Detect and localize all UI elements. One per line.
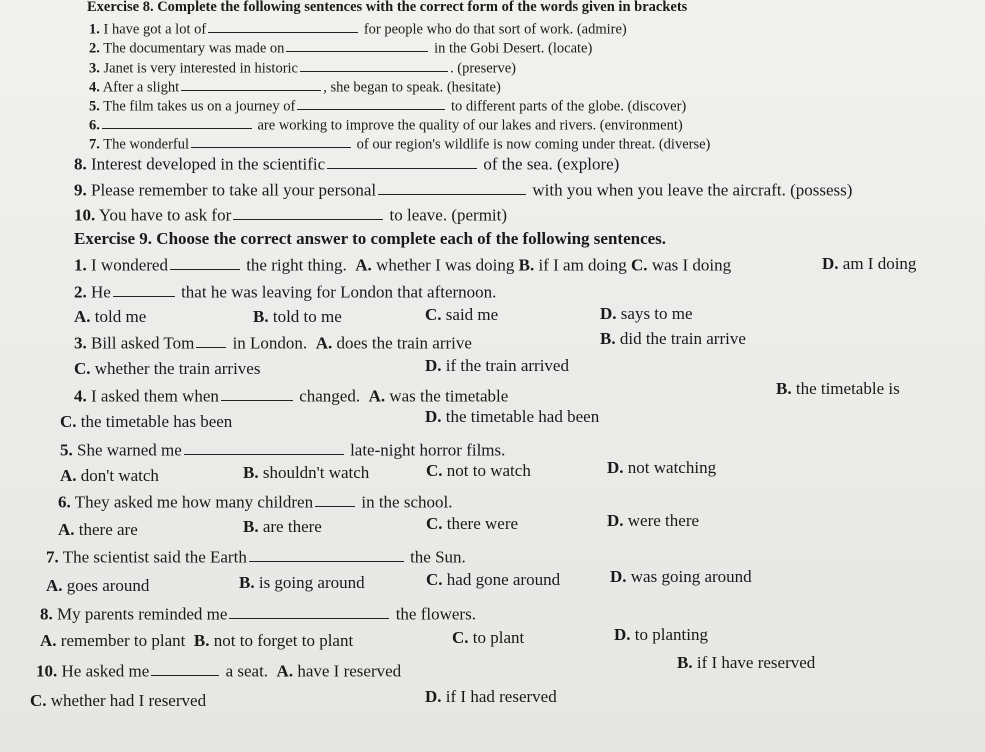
option-b[interactable]: B. are there xyxy=(243,517,322,536)
question-text-after: changed. xyxy=(299,386,361,406)
question-text-after: the right thing. xyxy=(246,255,347,275)
ex8-item-1 xyxy=(89,20,627,37)
answer-blank[interactable] xyxy=(378,180,526,195)
ex9-question-8 xyxy=(40,604,476,622)
ex9-question-10 xyxy=(36,661,401,679)
item-text-after: to leave. (permit) xyxy=(389,205,508,225)
question-number: 10. xyxy=(36,661,58,681)
ex9-question-6 xyxy=(58,492,453,510)
ex8-item-4 xyxy=(89,78,501,95)
item-number: 8. xyxy=(74,154,87,174)
answer-blank[interactable] xyxy=(191,135,351,148)
question-text-after: that he was leaving for London that afternoon. xyxy=(181,282,497,302)
item-number: 6. xyxy=(89,117,100,134)
answer-blank[interactable] xyxy=(300,59,448,72)
option-d[interactable]: D. if I had reserved xyxy=(425,687,557,706)
item-text-after: are working to improve the quality of our lakes and rivers. (environment) xyxy=(257,117,683,134)
answer-blank[interactable] xyxy=(181,78,321,91)
item-text-before: After a slight xyxy=(102,79,180,96)
option-a[interactable]: A. whether I was doing xyxy=(355,255,515,275)
question-number: 3. xyxy=(74,333,87,353)
question-number: 8. xyxy=(40,604,53,624)
answer-blank[interactable] xyxy=(315,492,355,507)
question-text-after: the flowers. xyxy=(395,604,476,624)
ex9-question-2 xyxy=(74,282,496,300)
option-c[interactable]: C. had gone around xyxy=(426,570,561,589)
question-text-before: He asked me xyxy=(61,661,150,681)
question-text-before: I wondered xyxy=(91,255,168,275)
option-d[interactable]: D. says to me xyxy=(600,304,693,323)
option-b[interactable]: B. shouldn't watch xyxy=(243,463,370,482)
question-number: 2. xyxy=(74,282,87,302)
question-text-after: late-night horror films. xyxy=(350,440,506,460)
answer-blank[interactable] xyxy=(221,386,293,401)
question-text-before: I asked them when xyxy=(91,386,219,406)
question-text-before: They asked me how many children xyxy=(74,492,314,512)
item-text-before: Janet is very interested in historic xyxy=(103,60,298,77)
item-text-after: with you when you leave the aircraft. (possess) xyxy=(532,180,853,200)
question-number: 6. xyxy=(58,492,71,512)
question-text-before: Bill asked Tom xyxy=(91,333,195,353)
option-d[interactable]: D. were there xyxy=(607,511,700,530)
question-number: 4. xyxy=(74,386,87,406)
answer-blank[interactable] xyxy=(297,97,445,110)
ex8-item-7 xyxy=(89,135,710,152)
answer-blank[interactable] xyxy=(249,547,404,562)
item-text-after: in the Gobi Desert. (locate) xyxy=(434,40,593,57)
option-c[interactable]: C. there were xyxy=(426,514,519,533)
option-d[interactable]: D. the timetable had been xyxy=(425,407,600,426)
option-a[interactable]: A. does the train arrive xyxy=(315,333,472,353)
question-text-after: a seat. xyxy=(225,661,269,681)
ex9-question-8-options xyxy=(40,632,353,649)
question-text-before: The scientist said the Earth xyxy=(62,547,247,567)
option-d[interactable]: D. if the train arrived xyxy=(425,356,569,375)
ex8-item-10 xyxy=(74,205,507,223)
question-text-after: in London. xyxy=(232,333,308,353)
option-c[interactable]: C. not to watch xyxy=(426,461,531,480)
item-text-after: , she began to speak. (hesitate) xyxy=(323,79,501,96)
item-number: 1. xyxy=(89,21,100,38)
option-a[interactable]: A. remember to plant xyxy=(40,631,186,650)
exercise-8-title: Exercise 8. Complete the following sentences with the correct form of the words given in brackets xyxy=(87,0,688,15)
answer-blank[interactable] xyxy=(233,205,383,220)
option-b[interactable]: B. not to forget to plant xyxy=(193,631,354,650)
option-b[interactable]: B. if I have reserved xyxy=(677,653,816,672)
answer-blank[interactable] xyxy=(184,440,344,455)
option-c[interactable]: C. to plant xyxy=(452,628,525,647)
answer-blank[interactable] xyxy=(229,604,389,619)
question-number: 7. xyxy=(46,547,59,567)
answer-blank[interactable] xyxy=(151,661,219,676)
item-number: 5. xyxy=(89,98,100,115)
item-text-after: of our region's wildlife is now coming under threat. (diverse) xyxy=(356,136,711,153)
option-a[interactable]: A. was the timetable xyxy=(368,386,509,406)
option-a[interactable]: A. there are xyxy=(58,520,138,539)
answer-blank[interactable] xyxy=(113,282,175,297)
question-number: 5. xyxy=(60,440,73,460)
question-text-after: the Sun. xyxy=(410,547,466,567)
option-d[interactable]: D. was going around xyxy=(610,567,752,586)
item-text-before: You have to ask for xyxy=(98,205,232,225)
option-d[interactable]: D. am I doing xyxy=(822,254,917,273)
ex9-question-3 xyxy=(74,333,472,351)
option-b[interactable]: B. the timetable is xyxy=(776,379,900,398)
question-text-before: She warned me xyxy=(77,440,182,460)
item-text-before: Please remember to take all your personal xyxy=(91,180,377,200)
option-c[interactable]: C. whether had I reserved xyxy=(30,691,207,710)
option-c[interactable]: C. was I doing xyxy=(631,255,732,275)
answer-blank[interactable] xyxy=(170,255,240,270)
question-text-before: He xyxy=(91,282,111,302)
option-d[interactable]: D. not watching xyxy=(607,458,717,477)
item-number: 7. xyxy=(89,136,100,153)
item-number: 4. xyxy=(89,79,100,96)
option-d[interactable]: D. to planting xyxy=(614,625,708,644)
item-text-before: The documentary was made on xyxy=(103,40,285,57)
option-a[interactable]: A. don't watch xyxy=(60,466,159,485)
item-number: 10. xyxy=(74,205,96,225)
option-b[interactable]: B. if I am doing xyxy=(518,255,627,275)
item-text-before: I have got a lot of xyxy=(103,21,207,38)
ex8-item-9 xyxy=(74,180,852,198)
item-text-after: of the sea. (explore) xyxy=(483,154,620,174)
item-number: 9. xyxy=(74,180,87,200)
option-c[interactable]: C. the timetable has been xyxy=(60,412,233,431)
answer-blank[interactable] xyxy=(286,39,428,52)
ex8-item-8 xyxy=(74,154,619,172)
ex8-item-2 xyxy=(89,39,592,56)
item-text-after: . (preserve) xyxy=(450,60,517,77)
item-number: 3. xyxy=(89,60,100,77)
answer-blank[interactable] xyxy=(327,154,477,169)
answer-blank[interactable] xyxy=(208,20,358,33)
item-number: 2. xyxy=(89,40,100,57)
question-text-before: My parents reminded me xyxy=(57,604,228,624)
answer-blank[interactable] xyxy=(196,333,226,348)
option-c[interactable]: C. said me xyxy=(425,305,499,324)
ex9-question-4 xyxy=(74,386,508,404)
question-text-after: in the school. xyxy=(361,492,453,512)
ex9-question-5 xyxy=(60,440,505,458)
option-b[interactable]: B. told to me xyxy=(253,307,342,326)
answer-blank[interactable] xyxy=(102,116,252,129)
ex8-item-6 xyxy=(89,116,683,133)
item-text-before: The wonderful xyxy=(103,136,190,153)
item-text-after: for people who do that sort of work. (admire) xyxy=(363,21,627,38)
item-text-before: Interest developed in the scientific xyxy=(91,154,326,174)
ex8-item-5 xyxy=(89,97,686,114)
option-b[interactable]: B. did the train arrive xyxy=(600,329,746,348)
option-b[interactable]: B. is going around xyxy=(239,573,365,592)
option-c[interactable]: C. whether the train arrives xyxy=(74,359,261,378)
question-number: 1. xyxy=(74,255,87,275)
ex9-question-7 xyxy=(46,547,466,565)
exercise-9-title: Exercise 9. Choose the correct answer to complete each of the following sentences. xyxy=(74,229,667,248)
item-text-before: The film takes us on a journey of xyxy=(103,98,296,115)
item-text-after: to different parts of the globe. (discover) xyxy=(450,98,687,115)
option-a[interactable]: A. told me xyxy=(74,307,147,326)
ex9-question-1 xyxy=(74,255,731,273)
option-a[interactable]: A. goes around xyxy=(46,576,150,595)
ex8-item-3 xyxy=(89,59,516,76)
option-a[interactable]: A. have I reserved xyxy=(276,661,402,681)
